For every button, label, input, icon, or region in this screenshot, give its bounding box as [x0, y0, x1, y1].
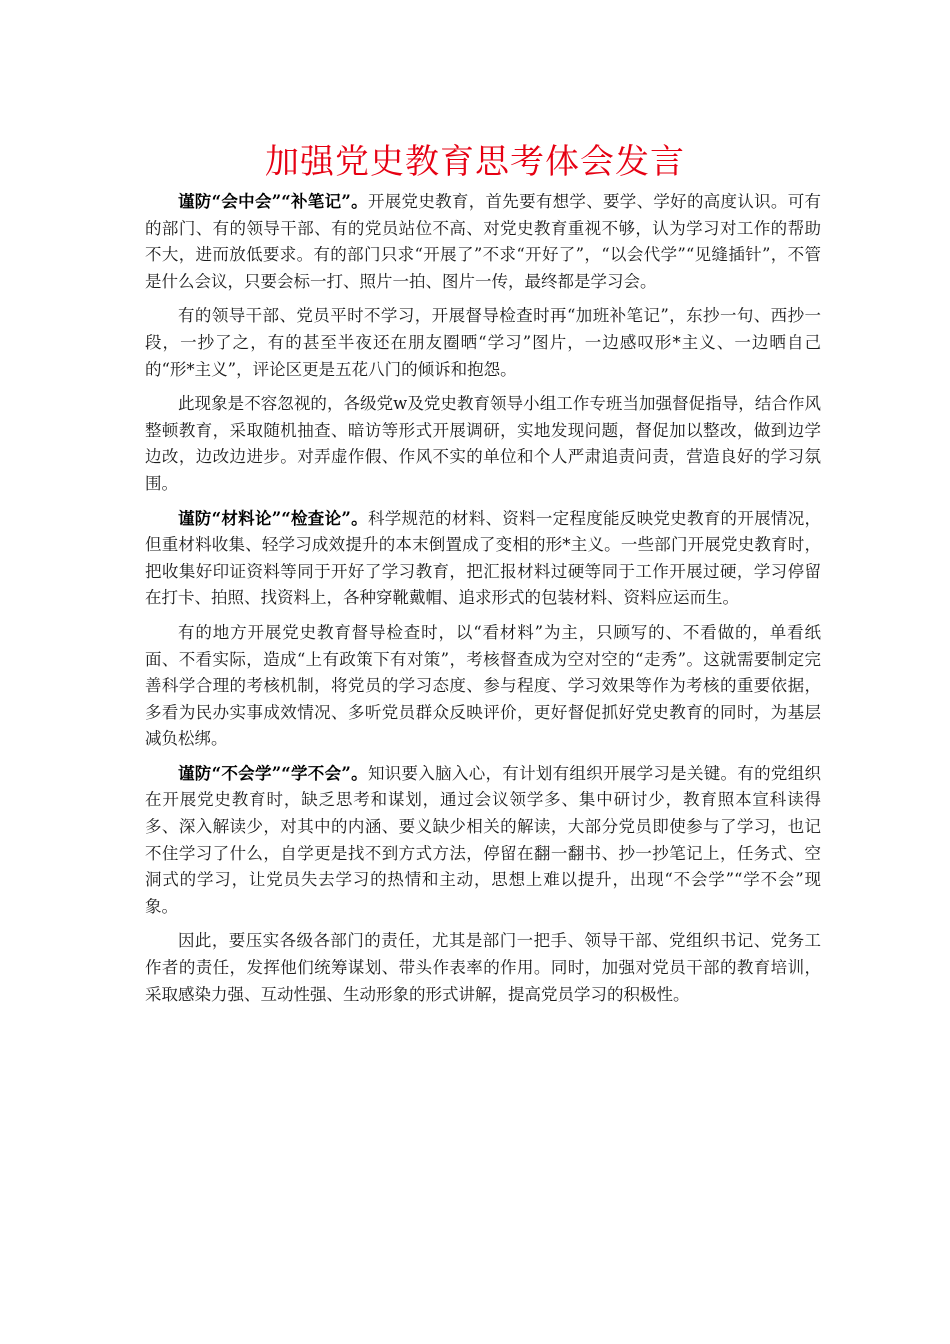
paragraph-text: 知识要入脑入心，有计划有组织开展学习是关键。有的党组织在开展党史教育时，缺乏思考和谋划，通过会议领学多、集中研讨少，教育照本宣科读得多、深入解读少，对其中的内涵、要义缺少相关的解读，大部分党员即使参与了学习，也记不住学习了什么，自学更是找不到方式方法，停留在翻一翻书、抄一抄笔记上，任务式、空洞式的学习，让党员失去学习的热情和主动，思想上难以提升，出现“不会学”“学不会”现象。	[145, 763, 822, 916]
paragraph	[145, 391, 821, 497]
paragraph-text: 因此，要压实各级各部门的责任，尤其是部门一把手、领导干部、党组织书记、党务工作者的责任，发挥他们统筹谋划、带头作表率的作用。同时，加强对党员干部的教育培训，采取感染力强、互动性强、生动形象的形式讲解，提高党员学习的积极性。	[145, 931, 821, 1004]
paragraph-lead-heading: 谨防“材料论”“检查论”。	[178, 508, 368, 528]
document-body	[145, 189, 821, 1016]
paragraph-text: 有的领导干部、党员平时不学习，开展督导检查时再“加班补笔记”，东抄一句、西抄一段，一抄了之，有的甚至半夜还在朋友圈晒“学习”图片，一边感叹形*主义、一边晒自己的“形*主义”，评论区更是五花八门的倾诉和抱怨。	[145, 306, 821, 379]
paragraph-text: 此现象是不容忽视的，各级党w及党史教育领导小组工作专班当加强督促指导，结合作风整顿教育，采取随机抽查、暗访等形式开展调研，实地发现问题，督促加以整改，做到边学边改，边改边进步。对弄虚作假、作风不实的单位和个人严肃追责问责，营造良好的学习氛围。	[145, 394, 821, 493]
paragraph	[145, 620, 821, 753]
paragraph-text: 科学规范的材料、资料一定程度能反映党史教育的开展情况，但重材料收集、轻学习成效提升的本末倒置成了变相的形*主义。一些部门开展党史教育时，把收集好印证资料等同于开好了学习教育，把汇报材料过硬等同于工作开展过硬，学习停留在打卡、拍照、找资料上，各种穿靴戴帽、追求形式的包装材料、资料应运而生。	[145, 508, 822, 608]
paragraph-text: 开展党史教育，首先要有想学、要学、学好的高度认识。可有的部门、有的领导干部、有的党员站位不高、对党史教育重视不够，认为学习对工作的帮助不大，进而放低要求。有的部门只求“开展了”不求“开好了”，“以会代学”“见缝插针”，不管是什么会议，只要会标一打、照片一拍、图片一传，最终都是学习会。	[145, 192, 822, 291]
paragraph	[145, 303, 821, 383]
paragraph	[145, 189, 821, 295]
paragraph	[145, 928, 821, 1008]
paragraph	[145, 761, 821, 921]
paragraph-lead-heading: 谨防“会中会”“补笔记”。	[178, 192, 368, 211]
paragraph-text: 有的地方开展党史教育督导检查时，以“看材料”为主，只顾写的、不看做的，单看纸面、不看实际，造成“上有政策下有对策”，考核督查成为空对空的“走秀”。这就需要制定完善科学合理的考核机制，将党员的学习态度、参与程度、学习效果等作为考核的重要依据，多看为民办实事成效情况、多听党员群众反映评价，更好督促抓好党史教育的同时，为基层减负松绑。	[145, 622, 821, 749]
paragraph-lead-heading: 谨防“不会学”“学不会”。	[178, 763, 368, 783]
paragraph	[145, 506, 821, 612]
document-title: 加强党史教育思考体会发言	[265, 142, 685, 182]
